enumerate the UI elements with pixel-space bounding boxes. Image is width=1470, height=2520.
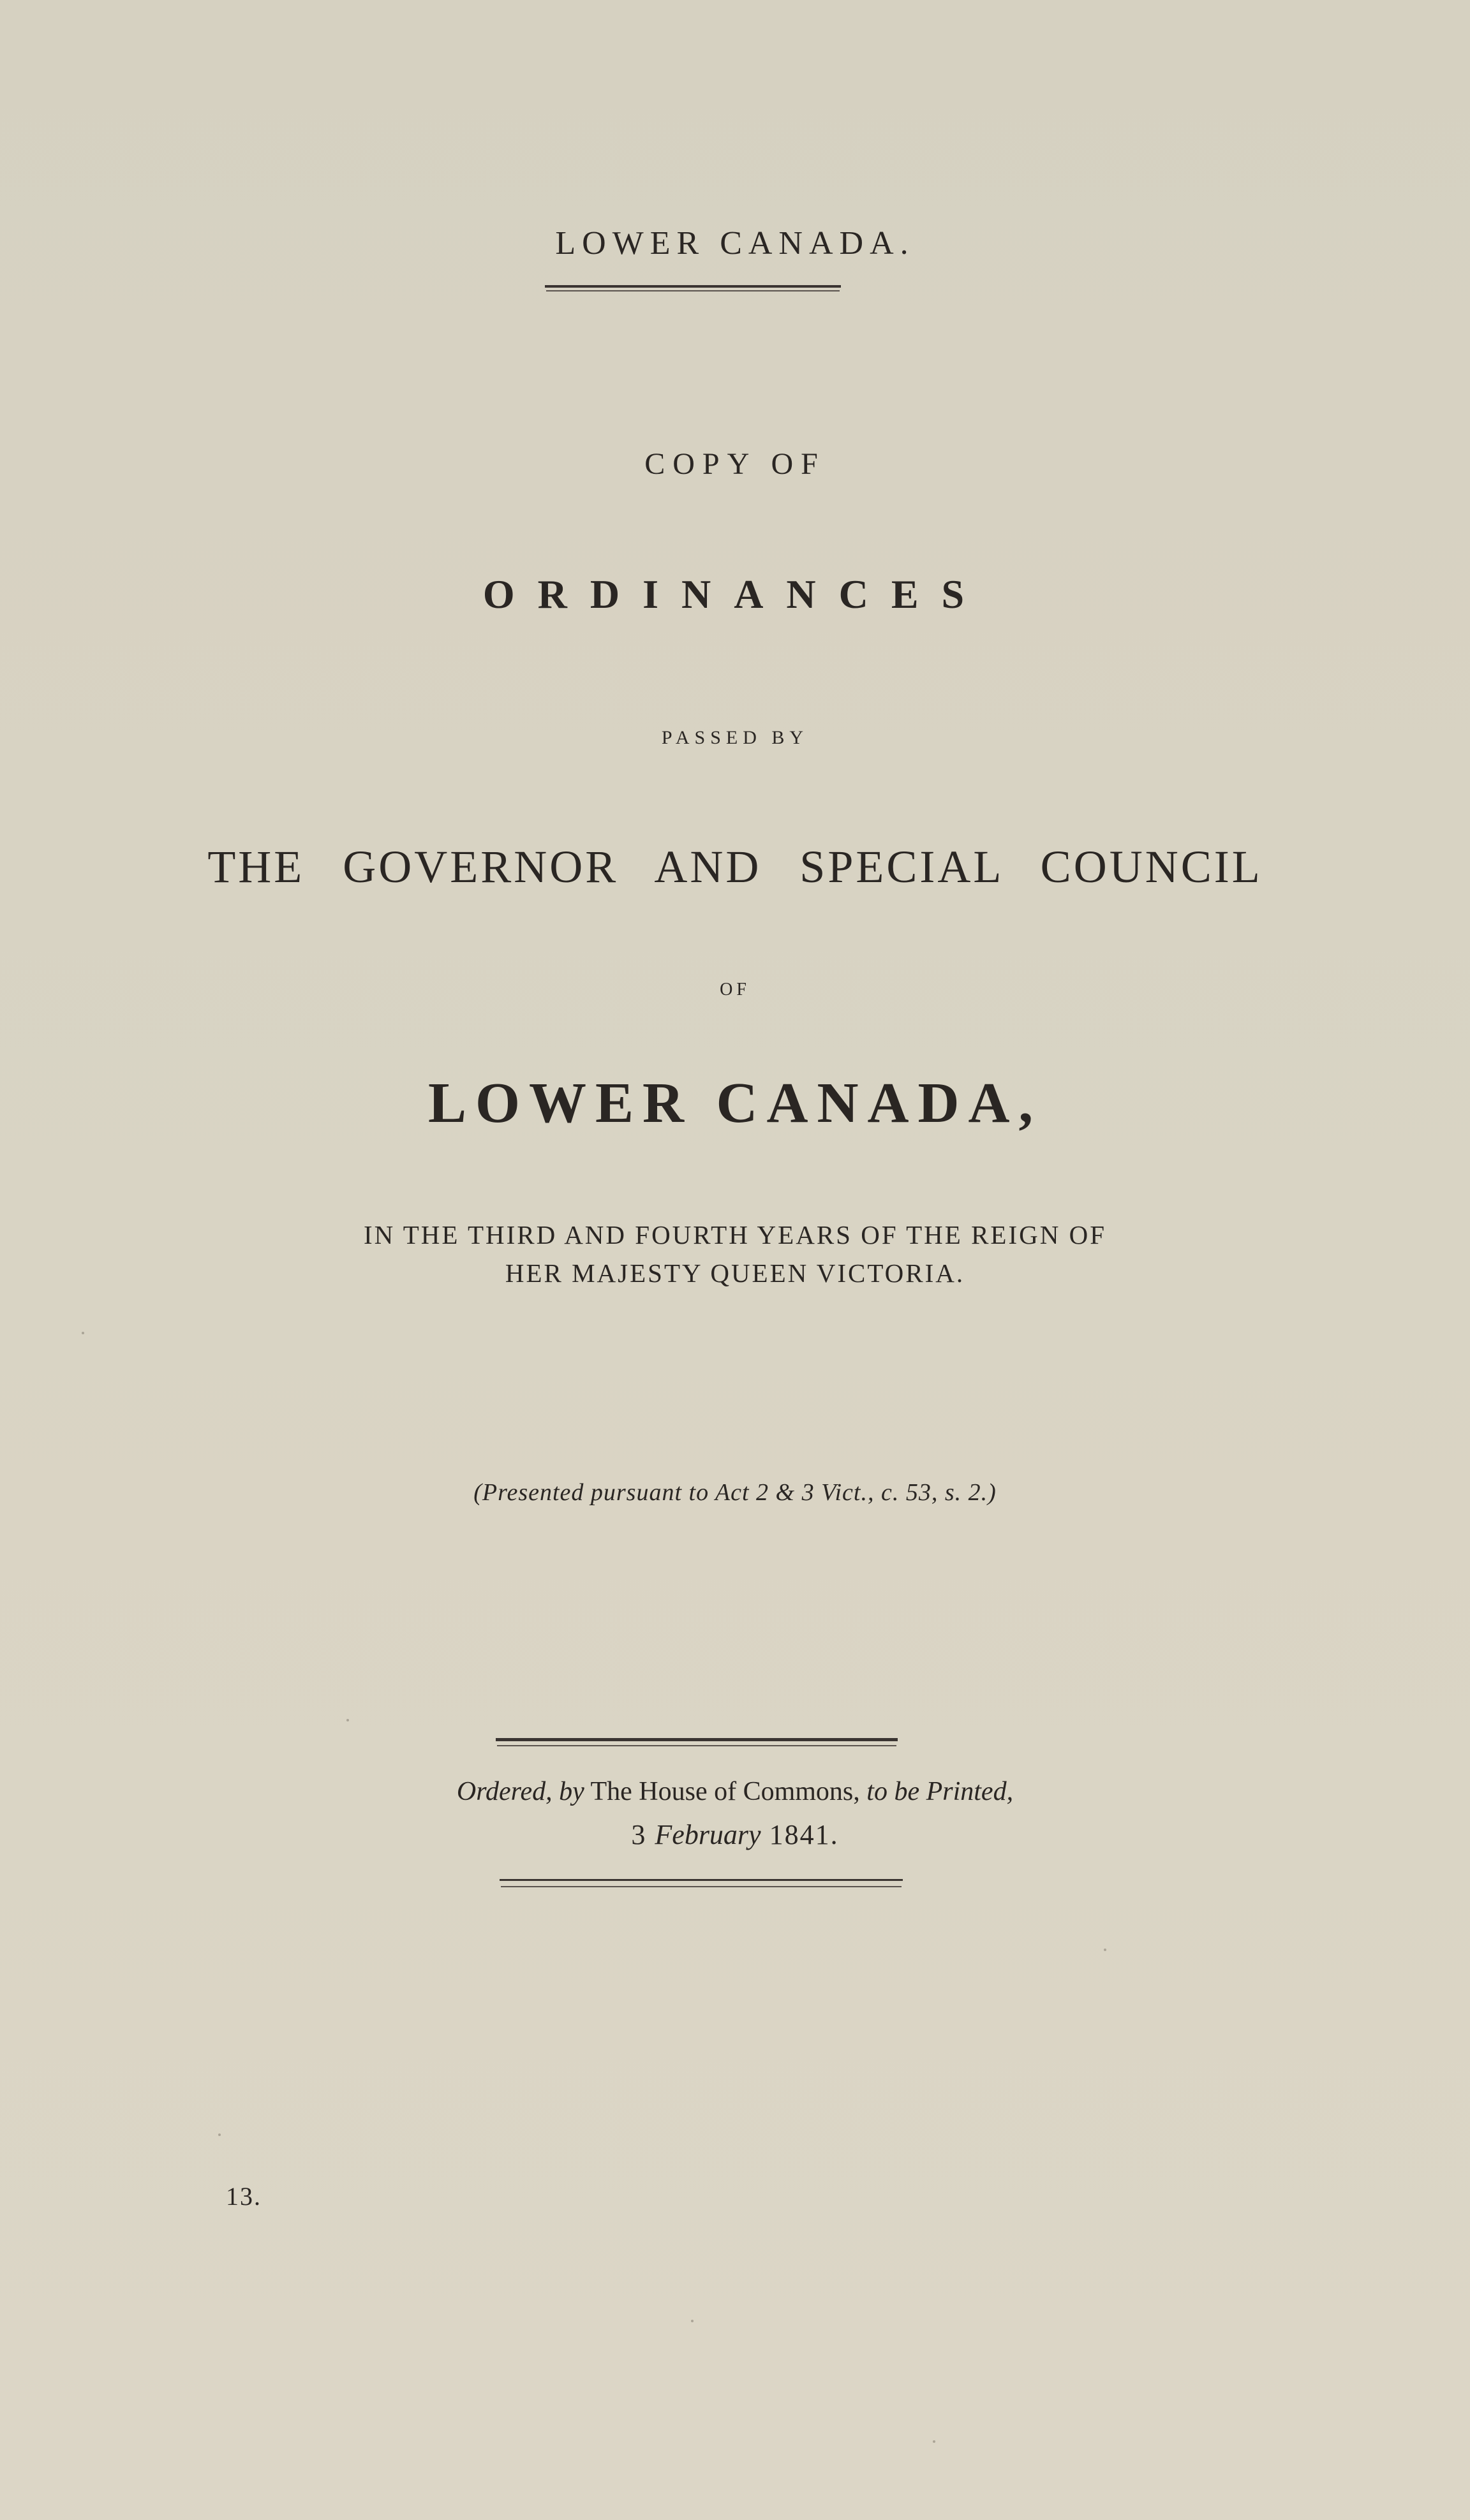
- house-text: The House of Commons,: [590, 1777, 860, 1806]
- date-line: [0, 1818, 1470, 1851]
- reign-line-2: HER MAJESTY QUEEN VICTORIA.: [505, 1258, 965, 1288]
- paper-speck: [1104, 1949, 1106, 1951]
- header-rule-thin: [546, 290, 840, 291]
- header-rule: [545, 285, 841, 288]
- page-number: 13.: [226, 2182, 262, 2211]
- paper-speck: [346, 1719, 349, 1721]
- ordered-rule-top: [496, 1738, 898, 1741]
- date-day: 3: [631, 1819, 647, 1850]
- header-title: LOWER CANADA.: [555, 225, 915, 262]
- paper-speck: [218, 2133, 221, 2136]
- ordered-rule-bottom-thin: [501, 1886, 902, 1887]
- place-title: LOWER CANADA,: [427, 1072, 1043, 1135]
- document-title: ORDINANCES: [482, 571, 988, 617]
- to-be-printed-text: to be Printed,: [866, 1777, 1014, 1806]
- paper-speck: [82, 1332, 84, 1334]
- governing-body: THE GOVERNOR AND SPECIAL COUNCIL: [207, 841, 1263, 892]
- date-year: 1841.: [769, 1819, 839, 1850]
- date-month: February: [655, 1819, 761, 1850]
- copy-of-label: COPY OF: [644, 447, 826, 481]
- presented-note: (Presented pursuant to Act 2 & 3 Vict., c. 53, s. 2.): [473, 1479, 997, 1506]
- paper-speck: [691, 2320, 694, 2322]
- passed-by-label: PASSED BY: [661, 727, 809, 748]
- reign-line-1: IN THE THIRD AND FOURTH YEARS OF THE REIGN OF: [363, 1220, 1107, 1249]
- ordered-line: [0, 1776, 1470, 1807]
- ordered-by-text: Ordered, by: [456, 1777, 584, 1806]
- paper-speck: [933, 2440, 935, 2443]
- of-label: OF: [720, 980, 750, 999]
- ordered-rule-top-thin: [497, 1745, 896, 1746]
- ordered-rule-bottom: [500, 1879, 903, 1881]
